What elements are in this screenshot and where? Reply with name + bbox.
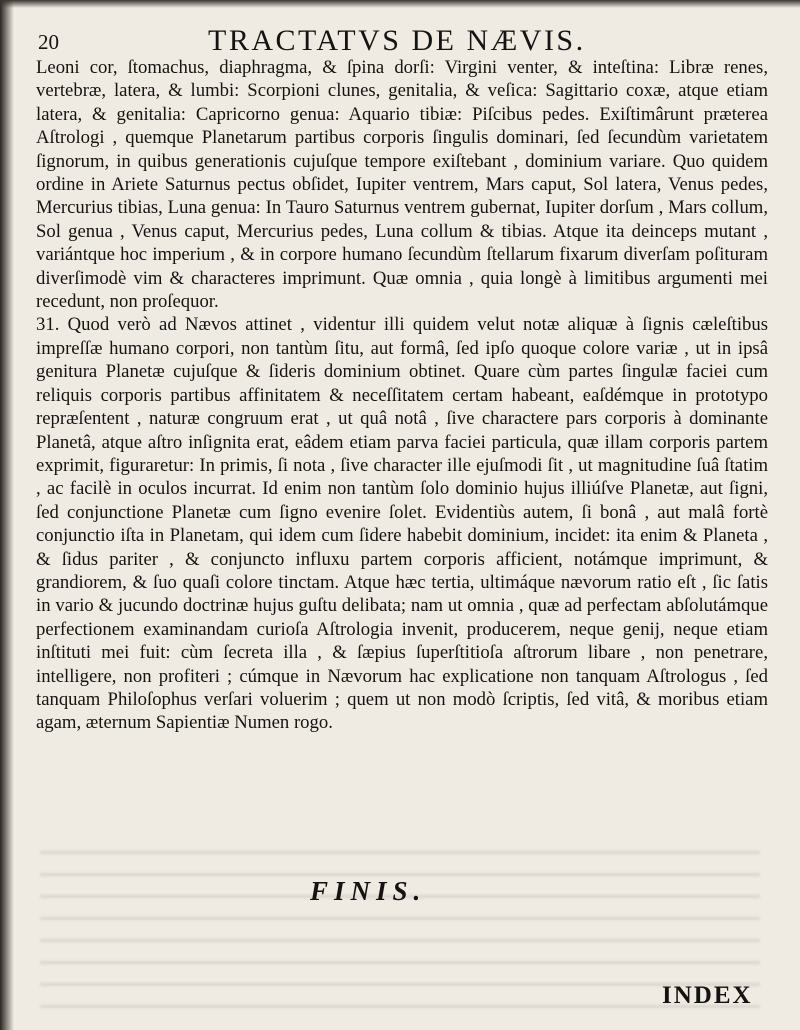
- running-title: TRACTATVS DE NÆVIS.: [208, 24, 586, 57]
- page-number: 20: [38, 30, 59, 54]
- finis-heading: FINIS.: [310, 876, 427, 906]
- page-header: [38, 24, 758, 60]
- paragraph-2: 31. Quod verò ad Nævos attinet , videntur illi quidem velut notæ aliquæ à ſignis cæleſtibus impreſſæ humano corpori, non tantùm ſitu, aut formâ, ſed ipſo quoque colore variæ , ut in ipsâ genitura Planetæ cujuſque & ſideris dominium obtinet. Quare cùm partes ſingulæ faciei cum reliquis corporis partibus affinitatem & neceſſitatem certam habeant, eaſdémque in prototypo repræſentent , naturæ congruum erat , ut quâ notâ , ſive charactere pars corporis à dominante Planetâ, atque aſtro inſignita erat, eâdem etiam parva faciei particula, quæ illam corporis partem exprimit, figuraretur: In primis, ſi nota , ſive character ille ejuſmodi ſit , ut magnitudine ſuâ ſtatim , ac facilè in oculos incurrat. Id enim non tantùm ſolo dominio hujus illiúſve Planetæ, aut ſigni, ſed conjunctione Planetæ cum ſigno evenire ſolet. Evidentiùs autem, ſi bonâ , aut malâ fortè conjunctio iſta in Planetam, qui idem cum ſidere habebit dominium, incidet: ita enim & Planeta , & ſidus pariter , & conjuncto influxu partem corporis afficient, notámque imprimunt, & grandiorem, & ſuo quaſi colore tinctam. Atque hæc tertia, ultimáque nævorum ratio eſt , ſic ſatis in vario & jucundo doctrinæ hujus guſtu delibata; nam ut omnia , quæ ad perfectam abſolutámque perfectionem examinandam curioſa Aſtrologia invenit, producerem, neque genij, neque etiam inſtituti mei fuit: cùm ſecreta illa , & ſæpius ſuperſtitioſa aſtrorum libare , non penetrare, intelligere, non profiteri ; cúmque in Nævorum hac explicatione non tanquam Aſtrologus , ſed tanquam Philoſophus verſari voluerim ; quem ut non modò ſcriptis, ſed vitâ, & moribus etiam agam, æternum Sapientiæ Numen rogo.: [36, 314, 768, 734]
- page-top-shadow: [0, 0, 800, 8]
- body-text: [36, 56, 768, 735]
- bleed-through-texture: [40, 842, 760, 1022]
- paragraph-1: Leoni cor, ſtomachus, diaphragma, & ſpina dorſi: Virgini venter, & inteſtina: Libræ renes, vertebræ, latera, & lumbi: Scorpioni clunes, genitalia, & veſica: Sagittario coxæ, atque etiam latera, & genitalia: Capricorno genua: Aquario tibiæ: Piſcibus pedes. Exiſtimârunt præterea Aſtrologi , quemque Planetarum partibus corporis ſingulis dominari, ſed ſecundùm varietatem ſignorum, in quibus generationis cujuſque tempore exiſtebant , dominium variare. Quo quidem ordine in Ariete Saturnus pectus obſidet, Iupiter ventrem, Mars caput, Sol latera, Venus pedes, Mercurius tibias, Luna genua: In Tauro Saturnus ventrem gubernat, Iupiter dorſum , Mars collum, Sol genua , Venus caput, Mercurius pedes, Luna collum & tibias. Atque ita deinceps mutant , variántque hoc imperium , & in corpore humano ſecundùm ſtellarum fixarum diverſam poſituram diverſimodè vim & characteres imprimunt. Quæ omnia , quia longè à limitibus argumenti mei recedunt, non proſequor.: [36, 57, 768, 313]
- catchword-index: INDEX: [662, 982, 753, 1009]
- page-gutter-shadow: [0, 0, 14, 1030]
